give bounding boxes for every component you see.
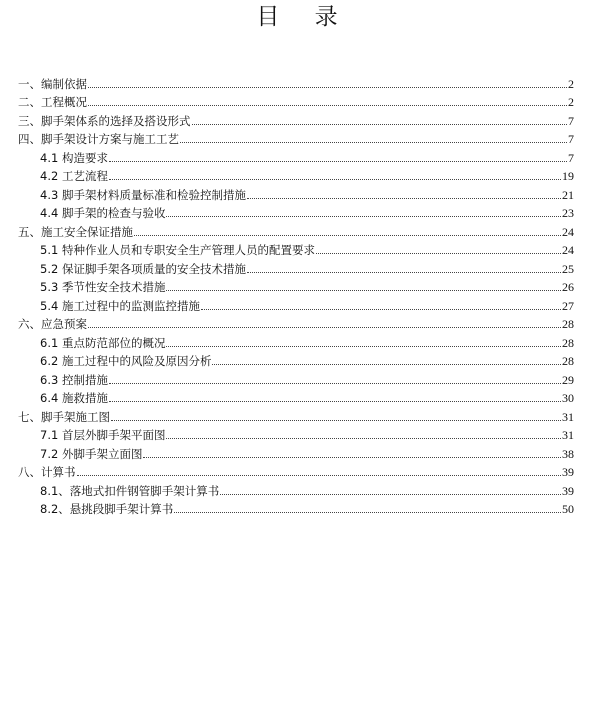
toc-page-number: 25 xyxy=(562,261,574,276)
dot-leader xyxy=(180,142,567,143)
toc-entry-text: 7.1 首层外脚手架平面图 xyxy=(40,428,166,442)
toc-entry-text: 4.1 构造要求 xyxy=(40,150,108,165)
toc-title: 目 录 xyxy=(256,4,352,30)
dot-leader xyxy=(134,235,561,236)
toc-page-number: 28 xyxy=(562,335,574,350)
toc-subentry[interactable] xyxy=(18,368,574,387)
dot-leader xyxy=(166,216,561,217)
table-of-contents xyxy=(18,72,574,516)
toc-page-number: 28 xyxy=(562,354,574,368)
toc-page-number: 27 xyxy=(562,298,574,313)
dot-leader xyxy=(88,105,567,106)
toc-entry[interactable] xyxy=(18,405,574,424)
toc-page-number: 39 xyxy=(562,465,574,479)
toc-page-number: 29 xyxy=(562,372,574,387)
toc-entry[interactable] xyxy=(18,109,574,128)
toc-page-number: 50 xyxy=(562,502,574,516)
toc-entry-text: 6.3 控制措施 xyxy=(40,372,108,387)
toc-page-number: 31 xyxy=(562,409,574,424)
toc-page-number: 24 xyxy=(562,224,574,239)
toc-subentry[interactable] xyxy=(18,165,574,184)
dot-leader xyxy=(111,420,561,421)
toc-entry-text: 6.2 施工过程中的风险及原因分析 xyxy=(40,354,212,368)
dot-leader xyxy=(174,512,561,513)
toc-entry-text: 7.2 外脚手架立面图 xyxy=(40,446,143,461)
toc-entry[interactable] xyxy=(18,128,574,147)
toc-subentry[interactable] xyxy=(18,498,574,517)
toc-entry[interactable] xyxy=(18,461,574,480)
dot-leader xyxy=(109,401,561,402)
toc-page-number: 26 xyxy=(562,280,574,294)
toc-subentry[interactable] xyxy=(18,424,574,443)
dot-leader xyxy=(192,124,568,125)
toc-subentry[interactable] xyxy=(18,387,574,406)
toc-entry-text: 七、脚手架施工图 xyxy=(18,409,110,424)
toc-subentry[interactable] xyxy=(18,183,574,202)
toc-entry-text: 一、编制依据 xyxy=(18,76,87,91)
toc-page-number: 19 xyxy=(562,169,574,183)
toc-page-number: 2 xyxy=(568,76,574,91)
toc-page-number: 38 xyxy=(562,446,574,461)
toc-page-number: 7 xyxy=(568,113,574,128)
toc-entry-text: 4.4 脚手架的检查与验收 xyxy=(40,206,166,220)
dot-leader xyxy=(166,290,561,291)
toc-page-number: 7 xyxy=(568,132,574,146)
dot-leader xyxy=(166,346,561,347)
toc-page-number: 24 xyxy=(562,243,574,257)
dot-leader xyxy=(77,475,562,476)
dot-leader xyxy=(316,253,561,254)
toc-subentry[interactable] xyxy=(18,294,574,313)
toc-entry-text: 6.4 施救措施 xyxy=(40,391,108,405)
toc-page-number: 23 xyxy=(562,206,574,220)
toc-subentry[interactable] xyxy=(18,239,574,258)
toc-entry[interactable] xyxy=(18,72,574,91)
toc-entry-text: 二、工程概况 xyxy=(18,95,87,109)
toc-entry-text: 8.1、落地式扣件钢管脚手架计算书 xyxy=(40,483,220,498)
dot-leader xyxy=(201,309,561,310)
dot-leader xyxy=(220,494,561,495)
dot-leader xyxy=(88,87,567,88)
toc-entry-text: 八、计算书 xyxy=(18,465,76,479)
toc-entry-text: 四、脚手架设计方案与施工工艺 xyxy=(18,132,179,146)
toc-page-number: 39 xyxy=(562,483,574,498)
toc-page-number: 28 xyxy=(562,317,574,331)
dot-leader xyxy=(166,438,561,439)
toc-entry-text: 三、脚手架体系的选择及搭设形式 xyxy=(18,113,191,128)
toc-entry-text: 4.3 脚手架材料质量标准和检验控制措施 xyxy=(40,187,246,202)
toc-entry-text: 五、施工安全保证措施 xyxy=(18,224,133,239)
dot-leader xyxy=(247,198,561,199)
toc-entry[interactable] xyxy=(18,313,574,332)
dot-leader xyxy=(109,161,567,162)
toc-entry[interactable] xyxy=(18,220,574,239)
toc-page-number: 21 xyxy=(562,187,574,202)
toc-subentry[interactable] xyxy=(18,350,574,369)
dot-leader xyxy=(212,364,561,365)
toc-page-number: 7 xyxy=(568,150,574,165)
toc-entry-text: 5.4 施工过程中的监测监控措施 xyxy=(40,298,200,313)
toc-entry-text: 5.2 保证脚手架各项质量的安全技术措施 xyxy=(40,261,246,276)
toc-entry-text: 4.2 工艺流程 xyxy=(40,169,108,183)
toc-entry-text: 8.2、悬挑段脚手架计算书 xyxy=(40,502,174,516)
dot-leader xyxy=(247,272,561,273)
toc-entry[interactable] xyxy=(18,91,574,110)
dot-leader xyxy=(109,179,561,180)
toc-subentry[interactable] xyxy=(18,257,574,276)
toc-page-number: 31 xyxy=(562,428,574,442)
dot-leader xyxy=(109,383,561,384)
dot-leader xyxy=(88,327,561,328)
toc-entry-text: 六、应急预案 xyxy=(18,317,87,331)
toc-entry-text: 6.1 重点防范部位的概况 xyxy=(40,335,166,350)
toc-subentry[interactable] xyxy=(18,442,574,461)
toc-page-number: 2 xyxy=(568,95,574,109)
toc-page-number: 30 xyxy=(562,391,574,405)
toc-subentry[interactable] xyxy=(18,276,574,295)
toc-subentry[interactable] xyxy=(18,146,574,165)
toc-entry-text: 5.1 特种作业人员和专职安全生产管理人员的配置要求 xyxy=(40,243,315,257)
toc-subentry[interactable] xyxy=(18,331,574,350)
dot-leader xyxy=(143,457,561,458)
toc-subentry[interactable] xyxy=(18,479,574,498)
toc-subentry[interactable] xyxy=(18,202,574,221)
toc-entry-text: 5.3 季节性安全技术措施 xyxy=(40,280,166,294)
